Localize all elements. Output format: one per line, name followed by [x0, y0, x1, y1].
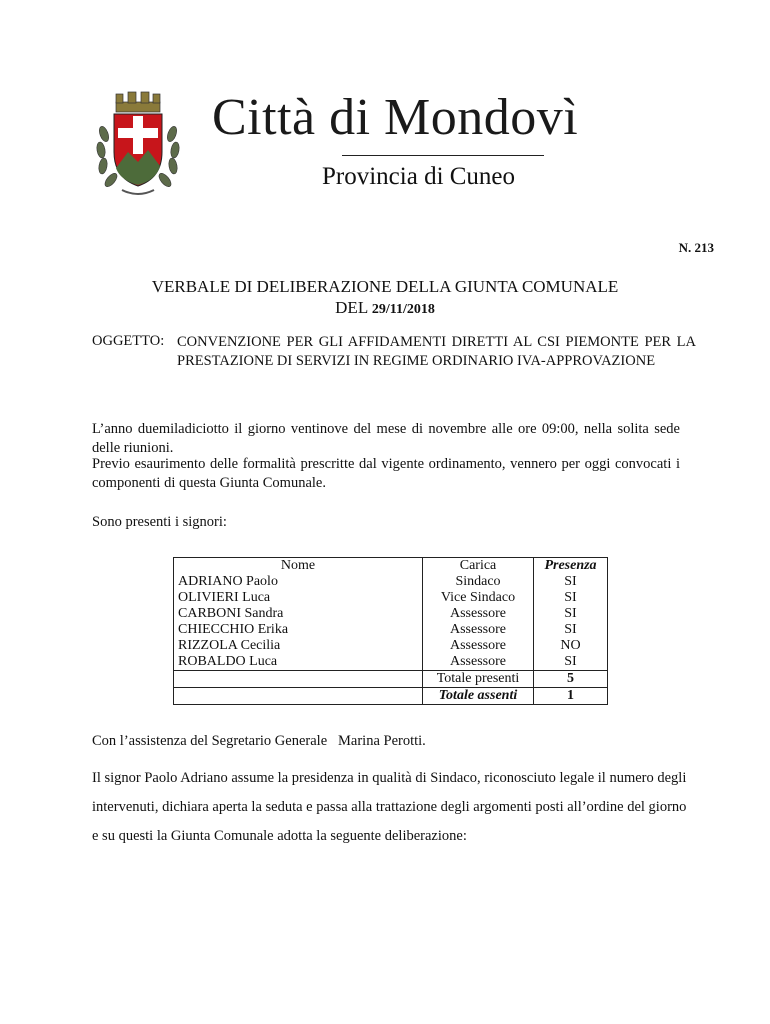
member-name: ROBALDO Luca [174, 654, 423, 671]
member-presence: SI [534, 622, 608, 638]
presidency-paragraph: Il signor Paolo Adriano assume la presidenza in qualità di Sindaco, riconosciuto legale il numero degli intervenuti, dichiara aperta la seduta e passa alla trattazione degli argomenti posti all’ordine del giorno e su questi la Giunta Comunale adotta la seguente deliberazione: [92, 770, 687, 844]
province-subtitle: Provincia di Cuneo [322, 163, 516, 190]
table-row [174, 606, 608, 622]
empty-cell [174, 688, 423, 705]
member-role: Assessore [423, 606, 534, 622]
empty-cell [174, 671, 423, 688]
member-name: CARBONI Sandra [174, 606, 423, 622]
member-role: Assessore [423, 622, 534, 638]
title-divider [342, 155, 544, 156]
subject-text: CONVENZIONE PER GLI AFFIDAMENTI DIRETTI AL CSI PIEMONTE PER LA PRESTAZIONE DI SERVIZI IN REGIME ORDINARIO IVA-APPROVAZIONE [177, 334, 696, 369]
meeting-date-paragraph: L’anno duemiladiciotto il giorno ventinove del mese di novembre alle ore 09:00, nella solita sede delle riunioni. [92, 421, 680, 456]
table-row [174, 638, 608, 654]
attendees-intro: Sono presenti i signori: [92, 514, 227, 530]
total-present-label: Totale presenti [423, 671, 534, 688]
member-role: Vice Sindaco [423, 590, 534, 606]
total-absent-label: Totale assenti [423, 688, 534, 705]
member-name: CHIECCHIO Erika [174, 622, 423, 638]
total-present-row [174, 671, 608, 688]
secretary-line: Con l’assistenza del Segretario Generale Marina Perotti. [92, 733, 426, 749]
table-row [174, 590, 608, 606]
table-row [174, 654, 608, 671]
formalities-paragraph: Previo esaurimento delle formalità prescritte dal vigente ordinamento, vennero per oggi convocati i componenti di questa Giunta Comunale. [92, 456, 680, 491]
document-date: 29/11/2018 [371, 302, 435, 317]
document-heading: VERBALE DI DELIBERAZIONE DELLA GIUNTA COMUNALE [151, 277, 619, 296]
member-presence: SI [534, 606, 608, 622]
header-name: Nome [174, 558, 423, 575]
document-date-line [0, 298, 770, 318]
total-present-value: 5 [534, 671, 608, 688]
document-number: N. 213 [678, 240, 714, 255]
subject-label: OGGETTO: [92, 333, 165, 349]
coat-of-arms-icon [92, 86, 184, 204]
total-absent-value: 1 [534, 688, 608, 705]
total-absent-row [174, 688, 608, 705]
attendance-table [173, 557, 608, 705]
header-presence: Presenza [534, 558, 608, 575]
date-prefix: DEL [335, 298, 368, 317]
member-presence: SI [534, 654, 608, 671]
header-role: Carica [423, 558, 534, 575]
member-name: ADRIANO Paolo [174, 574, 423, 590]
member-name: OLIVIERI Luca [174, 590, 423, 606]
table-row [174, 622, 608, 638]
member-role: Assessore [423, 638, 534, 654]
member-presence: NO [534, 638, 608, 654]
city-title: Città di Mondovì [212, 89, 579, 146]
member-presence: SI [534, 590, 608, 606]
member-role: Assessore [423, 654, 534, 671]
member-role: Sindaco [423, 574, 534, 590]
member-name: RIZZOLA Cecilia [174, 638, 423, 654]
table-row [174, 574, 608, 590]
attendance-header-row [174, 558, 608, 575]
member-presence: SI [534, 574, 608, 590]
